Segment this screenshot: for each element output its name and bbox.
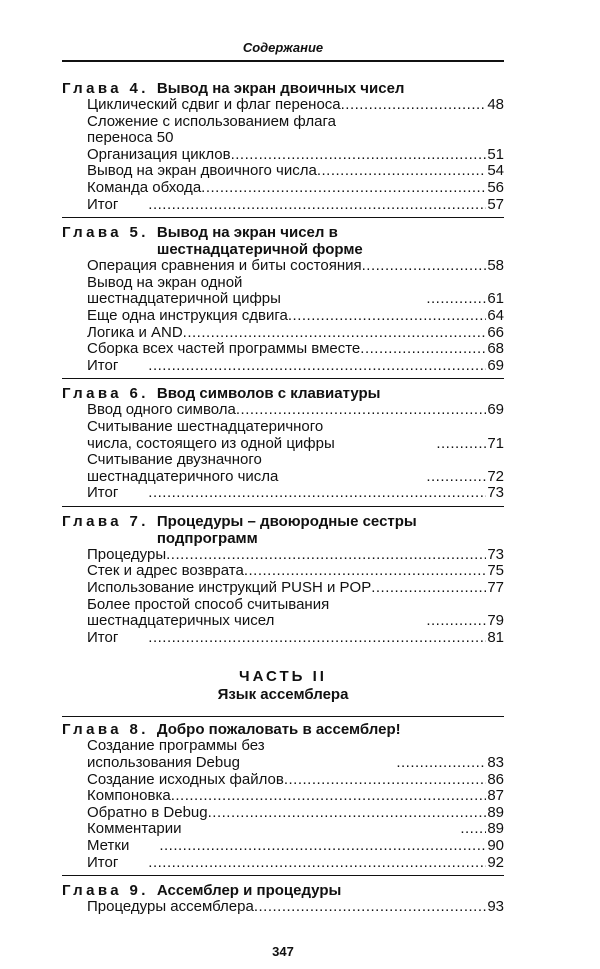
dot-leader — [159, 838, 486, 855]
part-label: ЧАСТЬ II — [239, 668, 327, 686]
entry-title: Стек и адрес возврата — [87, 562, 244, 580]
dot-leader — [396, 755, 486, 772]
entry-title: Компоновка — [87, 787, 171, 805]
entry-title: Вывод на экран двоичного числа — [87, 162, 317, 180]
dot-leader — [426, 613, 486, 630]
toc-entry — [87, 97, 504, 114]
toc-entry — [87, 821, 504, 838]
page-number: 347 — [272, 944, 294, 959]
entry-page: 71 — [487, 434, 504, 452]
entry-page: 56 — [487, 178, 504, 196]
dot-leader — [254, 899, 487, 916]
toc-entry — [87, 114, 387, 147]
chapter-title: Ввод символов с клавиатуры — [156, 385, 381, 403]
chapter-label: Глава 6. — [62, 385, 149, 403]
entry-title: Считывание двузначного шестнадцатеричного числа — [87, 451, 279, 485]
chapter-4 — [62, 80, 504, 218]
chapter-title: Процедуры – двоюродные сестры подпрограмм — [156, 512, 417, 547]
entry-page: 89 — [487, 820, 504, 838]
toc-entry — [87, 452, 504, 485]
toc-entry — [87, 402, 504, 419]
toc-entry — [87, 855, 504, 872]
chapter-label: Глава 7. — [62, 512, 149, 530]
entry-page: 81 — [487, 628, 504, 646]
running-head: Содержание — [242, 40, 324, 55]
entry-title: Итог — [87, 484, 119, 502]
toc-entry — [87, 597, 504, 630]
toc-entry — [87, 630, 504, 647]
chapter-heading — [62, 224, 504, 258]
dot-leader — [244, 563, 486, 580]
toc-entry — [87, 580, 504, 597]
entry-page: 87 — [487, 787, 504, 805]
entry-page: 48 — [487, 96, 504, 113]
entry-title: Использование инструкций PUSH и POP — [87, 579, 372, 597]
chapter-divider — [62, 875, 504, 876]
dot-leader — [148, 197, 486, 214]
toc-entry — [87, 147, 504, 164]
dot-leader — [208, 805, 487, 822]
dot-leader — [148, 358, 486, 375]
entry-title: Итог — [87, 195, 119, 213]
toc-entry — [87, 547, 504, 564]
toc-entry — [87, 563, 504, 580]
dot-leader — [148, 855, 486, 872]
dot-leader — [148, 630, 486, 647]
toc-entry — [87, 772, 504, 789]
entry-page: 92 — [487, 853, 504, 871]
toc-entry — [87, 899, 504, 916]
toc-entry — [87, 275, 504, 308]
entry-title: Операция сравнения и биты состояния — [87, 257, 362, 275]
toc-entry — [87, 341, 504, 358]
entry-page: 69 — [487, 356, 504, 374]
toc-entry — [87, 325, 504, 342]
toc-entry — [87, 738, 504, 771]
dot-leader — [360, 341, 486, 358]
dot-leader — [166, 547, 486, 564]
entry-title: Еще одна инструкция сдвига — [87, 306, 288, 324]
dot-leader — [231, 147, 487, 164]
entry-title: Итог — [87, 853, 119, 871]
entry-title: Команда обхода — [87, 178, 202, 196]
entry-title: Процедуры ассемблера — [87, 898, 254, 916]
entry-title: Процедуры — [87, 545, 167, 563]
chapter-divider — [62, 716, 504, 717]
entry-page: 54 — [487, 162, 504, 180]
dot-leader — [171, 788, 487, 805]
chapter-title: Вывод на экран двоичных чисел — [156, 80, 405, 97]
dot-leader — [436, 436, 486, 453]
dot-leader — [236, 402, 486, 419]
dot-leader — [341, 97, 487, 114]
entry-title: Сборка всех частей программы вместе — [87, 340, 361, 358]
chapter-6 — [62, 385, 504, 507]
entry-title: Создание программы без использования Debug — [87, 737, 265, 772]
entry-page: 93 — [487, 898, 504, 916]
dot-leader — [288, 308, 486, 325]
entry-page: 58 — [487, 257, 504, 275]
chapter-divider — [62, 217, 504, 218]
dot-leader — [371, 580, 486, 597]
entry-title: Итог — [87, 628, 119, 646]
toc-entry — [87, 419, 504, 452]
toc-entry — [87, 805, 504, 822]
entry-page: 83 — [487, 754, 504, 772]
entry-page: 51 — [487, 145, 504, 163]
toc-entry — [87, 197, 504, 214]
dot-leader — [460, 821, 486, 838]
toc-entry — [87, 358, 504, 375]
entry-page: 69 — [487, 401, 504, 419]
entry-title: Считывание шестнадцатеричного числа, состоящего из одной цифры — [87, 417, 335, 452]
chapter-8 — [62, 721, 504, 876]
dot-leader — [148, 485, 486, 502]
entry-page: 68 — [487, 340, 504, 358]
entry-page: 64 — [487, 306, 504, 324]
entry-page: 57 — [487, 195, 504, 213]
chapter-7 — [62, 513, 504, 647]
entry-title: Комментарии — [87, 820, 182, 838]
entry-page: 61 — [487, 290, 504, 308]
entry-title: Создание исходных файлов — [87, 770, 284, 788]
entry-page: 90 — [487, 837, 504, 854]
toc-entry — [87, 180, 504, 197]
entry-page: 73 — [487, 484, 504, 502]
chapter-divider — [62, 378, 504, 379]
header-rule — [62, 60, 504, 62]
entry-title: Итог — [87, 356, 119, 374]
entry-page: 73 — [487, 545, 504, 563]
dot-leader — [201, 180, 486, 197]
toc-entry — [87, 838, 504, 855]
chapter-title: Вывод на экран чисел в шестнадцатеричной форме — [156, 224, 363, 259]
chapter-heading — [62, 385, 504, 402]
entry-page: 77 — [487, 579, 504, 597]
entry-title: Ввод одного символа — [87, 401, 236, 419]
chapter-label: Глава 4. — [62, 80, 149, 97]
dot-leader — [183, 325, 487, 342]
chapter-title: Добро пожаловать в ассемблер! — [156, 721, 401, 739]
toc-entry — [87, 788, 504, 805]
entry-page: 89 — [487, 803, 504, 821]
entry-page: 86 — [487, 770, 504, 788]
entry-title: Сложение с использованием флага переноса 50 — [87, 112, 336, 147]
entry-title: Более простой способ считывания шестнадцатеричных чисел — [87, 595, 330, 630]
part-heading — [62, 668, 504, 704]
chapter-label: Глава 9. — [62, 882, 149, 900]
chapter-label: Глава 5. — [62, 224, 149, 242]
entry-page: 79 — [487, 612, 504, 630]
toc-entry — [87, 485, 504, 502]
toc-entry — [87, 308, 504, 325]
entry-title: Логика и AND — [87, 323, 183, 341]
chapter-5 — [62, 224, 504, 379]
chapter-title: Ассемблер и процедуры — [156, 882, 342, 900]
entry-page: 72 — [487, 467, 504, 485]
chapter-heading — [62, 513, 504, 547]
chapter-label: Глава 8. — [62, 721, 149, 739]
chapter-heading — [62, 882, 504, 899]
dot-leader — [317, 163, 486, 180]
entry-page: 66 — [487, 323, 504, 341]
entry-title: Метки — [87, 837, 130, 854]
table-of-contents — [62, 80, 504, 922]
chapter-divider — [62, 506, 504, 507]
dot-leader — [426, 469, 486, 486]
chapter-heading — [62, 80, 504, 97]
dot-leader — [362, 258, 487, 275]
chapter-heading — [62, 721, 504, 738]
entry-title: Вывод на экран одной шестнадцатеричной цифры — [87, 273, 281, 308]
entry-title: Обратно в Debug — [87, 803, 208, 821]
dot-leader — [284, 772, 486, 789]
dot-leader — [426, 291, 486, 308]
chapter-9 — [62, 882, 504, 916]
toc-entry — [87, 258, 504, 275]
entry-page: 75 — [487, 562, 504, 580]
entry-title: Циклический сдвиг и флаг переноса — [87, 96, 341, 113]
toc-entry — [87, 163, 504, 180]
part-title: Язык ассемблера — [217, 686, 349, 704]
entry-title: Организация циклов — [87, 145, 231, 163]
